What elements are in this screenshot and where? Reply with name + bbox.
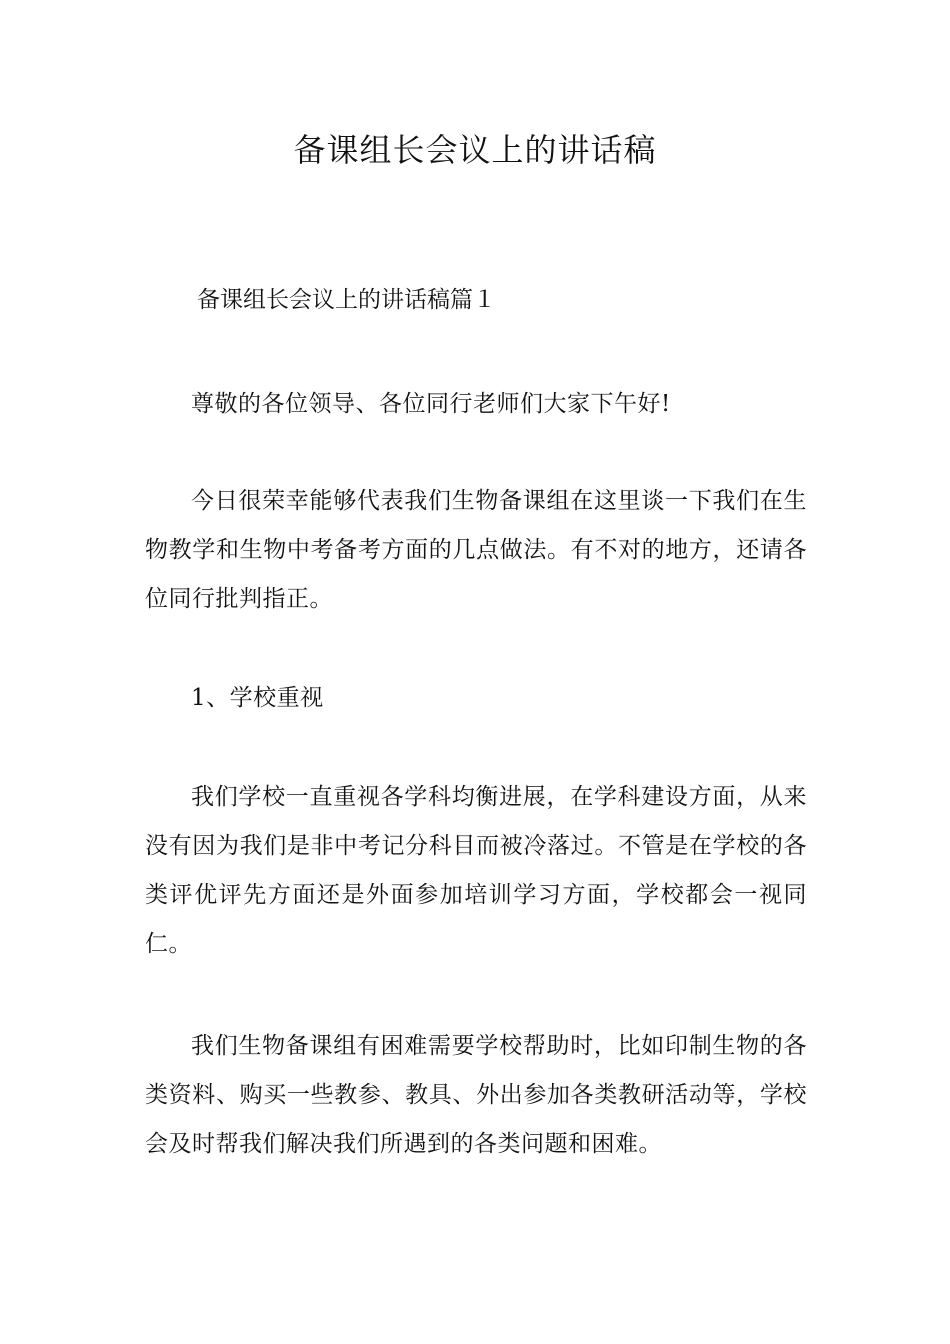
intro-paragraph: 今日很荣幸能够代表我们生物备课组在这里谈一下我们在生物教学和生物中考备考方面的几点做法。有不对的地方，还请各位同行批判指正。 xyxy=(145,488,807,612)
section-heading: 备课组长会议上的讲话稿篇１ xyxy=(197,287,496,313)
body-paragraph: 我们学校一直重视各学科均衡进展，在学科建设方面，从来没有因为我们是非中考记分科目而被冷落过。不管是在学校的各类评优评先方面还是外面参加培训学习方面，学校都会一视同仁。 xyxy=(145,784,807,957)
greeting-paragraph: 尊敬的各位领导、各位同行老师们大家下午好! xyxy=(191,391,671,417)
body-paragraph: 我们生物备课组有困难需要学校帮助时，比如印制生物的各类资料、购买一些教参、教具、外出参加各类教研活动等，学校会及时帮我们解决我们所遇到的各类问题和困难。 xyxy=(145,1033,807,1157)
point-heading: 1、学校重视 xyxy=(191,685,324,711)
document-title: 备课组长会议上的讲话稿 xyxy=(293,131,657,169)
